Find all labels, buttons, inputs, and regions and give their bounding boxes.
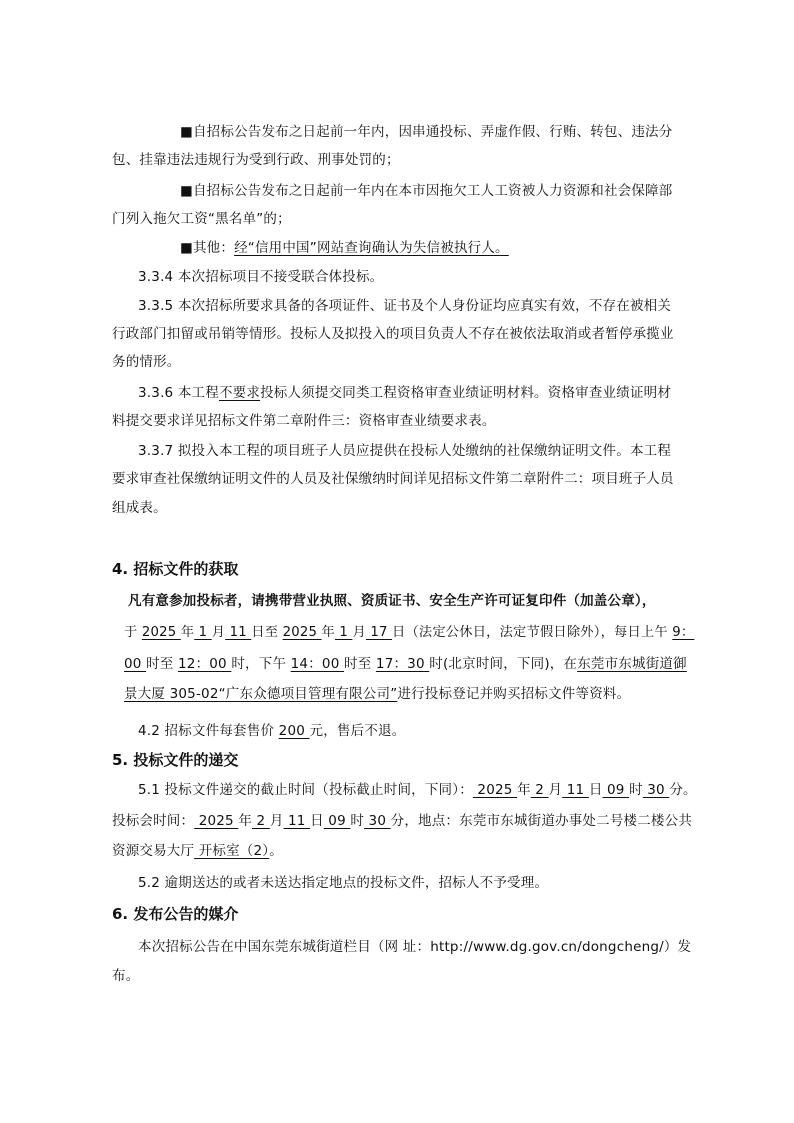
- meeting-hour: 09: [323, 813, 351, 829]
- location-part1: 东莞市东城街道御: [577, 656, 687, 672]
- section-6-line1: 本次招标公告在中国东莞东城街道栏目（网 址：http://www.dg.gov.cn/dongcheng/）发: [138, 939, 692, 955]
- text: 投标会时间：: [112, 813, 195, 829]
- clause-3-3-5-line2: 行政部门扣留或吊销等情形。投标人及拟投入的项目负责人不存在被依法取消或者暂停承揽业: [112, 326, 674, 342]
- clause-5-1-line2: [112, 811, 692, 831]
- location-part2: 景大厦 305-02“广东众德项目管理有限公司”: [124, 686, 398, 702]
- text: 年: [238, 813, 253, 829]
- para1-line1: ■自招标公告发布之日起前一年内，因串通投标、弄虚作假、行贿、转包、违法分: [180, 124, 673, 140]
- section-6-line2: 布。: [112, 968, 140, 984]
- price: 200: [278, 723, 310, 739]
- text: 日至: [251, 625, 283, 640]
- day-start: 11: [225, 625, 252, 640]
- room: 开标室（2）: [194, 843, 270, 859]
- text: 月: [352, 625, 366, 640]
- clause-3-3-6-a: 3.3.6 本工程: [138, 385, 219, 401]
- year-end: 2025: [282, 625, 322, 640]
- deadline-day: 11: [562, 782, 589, 798]
- text: 年: [180, 625, 195, 640]
- section-4-line3: [124, 654, 687, 674]
- para3-prefix: ■其他：: [180, 240, 235, 256]
- text: 月: [269, 813, 284, 829]
- meeting-day: 11: [283, 813, 311, 829]
- text: 时(北京时间，下同)，在: [429, 656, 578, 672]
- text: 月: [211, 625, 226, 640]
- deadline-minute: 30: [642, 782, 670, 798]
- text: 年: [517, 782, 531, 798]
- clause-5-1-line1: [138, 780, 697, 800]
- text: 时，下午: [231, 656, 291, 672]
- deadline-hour: 09: [602, 782, 630, 798]
- section-4-line4: [124, 684, 630, 704]
- text: 月: [548, 782, 563, 798]
- text: 日: [588, 782, 603, 798]
- year-start: 2025: [141, 625, 181, 640]
- text: 时: [629, 782, 643, 798]
- text: 日（法定公休日，法定节假日除外），每日上午: [392, 625, 673, 640]
- deadline-month: 2: [530, 782, 549, 798]
- section-6-heading: 6. 发布公告的媒介: [112, 905, 239, 923]
- para2-line1: ■自招标公告发布之日起前一年内在本市因拖欠工人工资被人力资源和社会保障部: [180, 183, 673, 199]
- text: 资源交易大厅: [112, 843, 195, 859]
- clause-5-1-line3: [112, 841, 283, 861]
- text: 时: [350, 813, 365, 829]
- text: 4.2 招标文件每套售价: [138, 723, 279, 739]
- para3-underlined: 经“信用中国”网站查询确认为失信被执行人。: [234, 240, 509, 256]
- text: 分，地点：东莞市东城街道办事处二号楼二楼公共: [390, 813, 693, 829]
- section-4-line2: [124, 623, 694, 643]
- para2-line2: 门列入拖欠工资“黑名单”的；: [112, 211, 291, 227]
- section-4-bold-line: 凡有意参加投标者，请携带营业执照、资质证书、安全生产许可证复印件（加盖公章），: [128, 593, 656, 609]
- clause-4-2: [138, 721, 405, 741]
- text: 时至: [344, 656, 376, 672]
- clause-3-3-7-line1: 3.3.7 拟投入本工程的项目班子人员应提供在投标人处缴纳的社保缴纳证明文件。本工程: [138, 443, 672, 459]
- section-4-heading: 4. 招标文件的获取: [112, 560, 239, 578]
- time-am-start: 9：: [672, 625, 695, 640]
- text: 于: [124, 625, 142, 640]
- time-pm-end: 17：30: [375, 656, 430, 672]
- meeting-year: 2025: [194, 813, 239, 829]
- meeting-month: 2: [252, 813, 270, 829]
- clause-3-3-6-line2: 料提交要求详见招标文件第二章附件三：资格审查业绩要求表。: [112, 413, 496, 429]
- text: 日: [310, 813, 324, 829]
- clause-3-3-5-line3: 务的情形。: [112, 354, 181, 370]
- meeting-minute: 30: [364, 813, 391, 829]
- text: 时至: [146, 656, 178, 672]
- month-end: 1: [334, 625, 353, 640]
- time-am-end: 12：00: [177, 656, 232, 672]
- text: 元，售后不退。: [309, 723, 406, 739]
- month-start: 1: [194, 625, 212, 640]
- time-am-start-min: 00: [124, 656, 147, 672]
- text: 5.1 投标文件递交的截止时间（投标截止时间，下同）：: [138, 782, 473, 798]
- clause-3-3-7-line2: 要求审查社保缴纳证明文件的人员及社保缴纳时间详见招标文件第二章附件二：项目班子人员: [112, 471, 674, 487]
- clause-3-3-6-underlined: 不要求: [218, 385, 261, 401]
- clause-3-3-6-b: 投标人须提交同类工程资格审查业绩证明材料。资格审查业绩证明材: [260, 385, 672, 401]
- time-pm-start: 14：00: [290, 656, 344, 672]
- clause-3-3-4: 3.3.4 本次招标项目不接受联合体投标。: [138, 269, 384, 285]
- clause-3-3-5-line1: 3.3.5 本次招标所要求具备的各项证件、证书及个人身份证均应真实有效，不存在被相关: [138, 298, 672, 314]
- day-end: 17: [365, 625, 392, 640]
- text: 进行投标登记并购买招标文件等资料。: [397, 686, 631, 702]
- clause-3-3-7-line3: 组成表。: [112, 500, 167, 516]
- para3-line: [180, 238, 509, 258]
- section-5-heading: 5. 投标文件的递交: [112, 751, 239, 769]
- text: 。: [269, 843, 283, 859]
- text: 分。: [669, 782, 697, 798]
- clause-5-2: 5.2 逾期送达的或者未送达指定地点的投标文件，招标人不予受理。: [138, 875, 549, 891]
- text: 年: [321, 625, 335, 640]
- deadline-year: 2025: [472, 782, 518, 798]
- clause-3-3-6-line1: [138, 383, 671, 403]
- para1-line2: 包、挂靠违法违规行为受到行政、刑事处罚的；: [112, 152, 400, 168]
